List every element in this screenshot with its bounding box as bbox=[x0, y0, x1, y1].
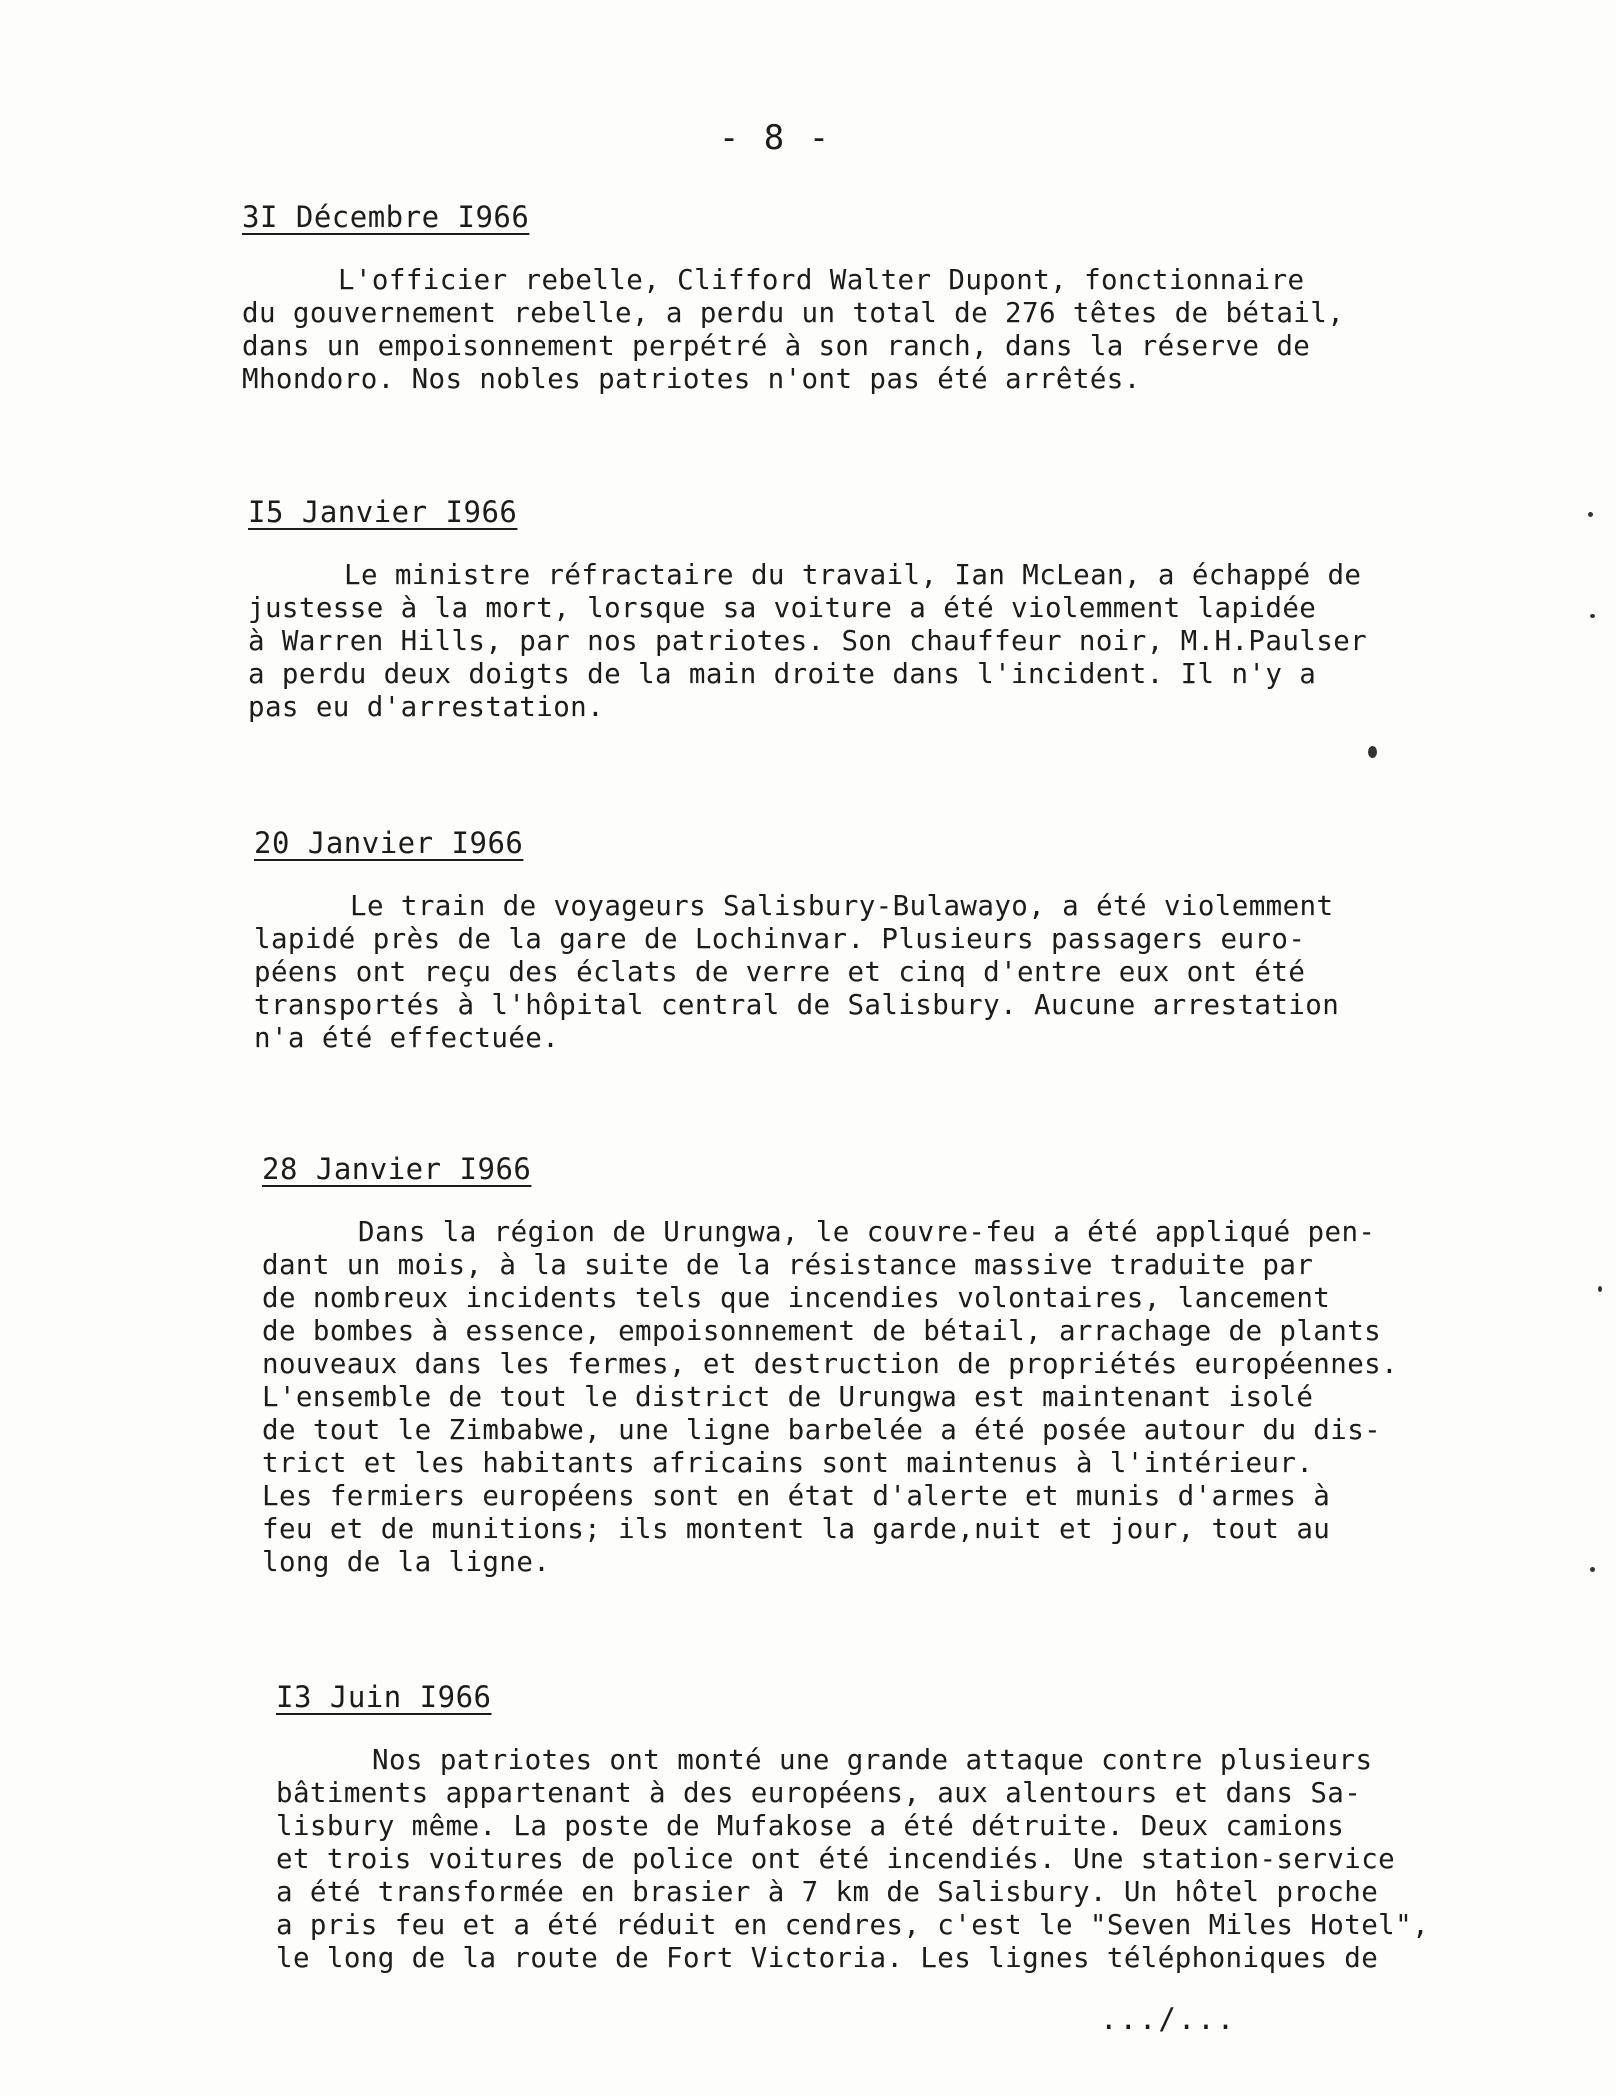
paragraph-line: nouveaux dans les fermes, et destruction de propriétés européennes. bbox=[262, 1348, 1399, 1380]
entry-paragraph bbox=[248, 559, 1538, 724]
paragraph-line: de tout le Zimbabwe, une ligne barbelée a été posée autour du dis- bbox=[262, 1414, 1382, 1446]
entry-date: 3I Décembre I966 bbox=[242, 200, 530, 234]
paragraph-line: feu et de munitions; ils montent la garde,nuit et jour, tout au bbox=[262, 1513, 1331, 1545]
paragraph-line: et trois voitures de police ont été incendiés. Une station-service bbox=[276, 1843, 1396, 1875]
paragraph-line: transportés à l'hôpital central de Salisbury. Aucune arrestation bbox=[254, 989, 1340, 1021]
diary-entry bbox=[248, 495, 1538, 724]
page-number: - 8 - bbox=[718, 118, 832, 158]
paragraph-line: le long de la route de Fort Victoria. Les lignes téléphoniques de bbox=[276, 1942, 1379, 1974]
entry-paragraph bbox=[254, 890, 1544, 1055]
paragraph-line: péens ont reçu des éclats de verre et cinq d'entre eux ont été bbox=[254, 956, 1306, 988]
paragraph-line: L'ensemble de tout le district de Urungwa est maintenant isolé bbox=[262, 1381, 1314, 1413]
paragraph-line: lisbury même. La poste de Mufakose a été détruite. Deux camions bbox=[276, 1810, 1345, 1842]
paragraph-line: à Warren Hills, par nos patriotes. Son chauffeur noir, M.H.Paulser bbox=[248, 625, 1368, 657]
paragraph-line: pas eu d'arrestation. bbox=[248, 691, 605, 723]
paragraph-line: Nos patriotes ont monté une grande attaque contre plusieurs bbox=[372, 1744, 1373, 1776]
paragraph-line: Le ministre réfractaire du travail, Ian McLean, a échappé de bbox=[344, 559, 1362, 591]
paragraph-line: de bombes à essence, empoisonnement de bétail, arrachage de plants bbox=[262, 1315, 1382, 1347]
diary-entry bbox=[254, 826, 1544, 1055]
paragraph-line: L'officier rebelle, Clifford Walter Dupont, fonctionnaire bbox=[338, 264, 1305, 296]
scan-speck bbox=[1590, 1567, 1595, 1572]
paragraph-line: a été transformée en brasier à 7 km de Salisbury. Un hôtel proche bbox=[276, 1876, 1379, 1908]
paragraph-line: bâtiments appartenant à des européens, aux alentours et dans Sa- bbox=[276, 1777, 1362, 1809]
scan-speck bbox=[1590, 614, 1595, 618]
scan-speck bbox=[1598, 1286, 1602, 1292]
entry-date: I3 Juin I966 bbox=[276, 1680, 492, 1714]
scan-speck bbox=[1588, 512, 1593, 517]
paragraph-line: dant un mois, à la suite de la résistance massive traduite par bbox=[262, 1249, 1314, 1281]
paragraph-line: Mhondoro. Nos nobles patriotes n'ont pas été arrêtés. bbox=[242, 363, 1141, 395]
entry-date: I5 Janvier I966 bbox=[248, 495, 518, 529]
paragraph-line: n'a été effectuée. bbox=[254, 1022, 560, 1054]
paragraph-line: lapidé près de la gare de Lochinvar. Plusieurs passagers euro- bbox=[254, 923, 1306, 955]
paragraph-line: du gouvernement rebelle, a perdu un total de 276 têtes de bétail, bbox=[242, 297, 1345, 329]
entry-paragraph bbox=[262, 1216, 1552, 1579]
entry-date: 20 Janvier I966 bbox=[254, 826, 524, 860]
diary-entry bbox=[242, 200, 1532, 396]
entry-paragraph bbox=[276, 1744, 1566, 1975]
diary-entry bbox=[262, 1152, 1552, 1579]
paragraph-line: Les fermiers européens sont en état d'alerte et munis d'armes à bbox=[262, 1480, 1331, 1512]
paragraph-line: de nombreux incidents tels que incendies volontaires, lancement bbox=[262, 1282, 1331, 1314]
paragraph-line: a perdu deux doigts de la main droite dans l'incident. Il n'y a bbox=[248, 658, 1317, 690]
paragraph-line: long de la ligne. bbox=[262, 1546, 551, 1578]
paragraph-line: a pris feu et a été réduit en cendres, c'est le "Seven Miles Hotel", bbox=[276, 1909, 1430, 1941]
paragraph-line: dans un empoisonnement perpétré à son ranch, dans la réserve de bbox=[242, 330, 1311, 362]
diary-entry bbox=[276, 1680, 1566, 1975]
scan-speck bbox=[1368, 746, 1377, 758]
paragraph-line: Le train de voyageurs Salisbury-Bulawayo, a été violemment bbox=[350, 890, 1334, 922]
paragraph-line: trict et les habitants africains sont maintenus à l'intérieur. bbox=[262, 1447, 1314, 1479]
entry-paragraph bbox=[242, 264, 1532, 396]
continuation-mark: .../... bbox=[1100, 2002, 1237, 2036]
entry-date: 28 Janvier I966 bbox=[262, 1152, 532, 1186]
paragraph-line: justesse à la mort, lorsque sa voiture a été violemment lapidée bbox=[248, 592, 1317, 624]
paragraph-line: Dans la région de Urungwa, le couvre-feu a été appliqué pen- bbox=[358, 1216, 1376, 1248]
